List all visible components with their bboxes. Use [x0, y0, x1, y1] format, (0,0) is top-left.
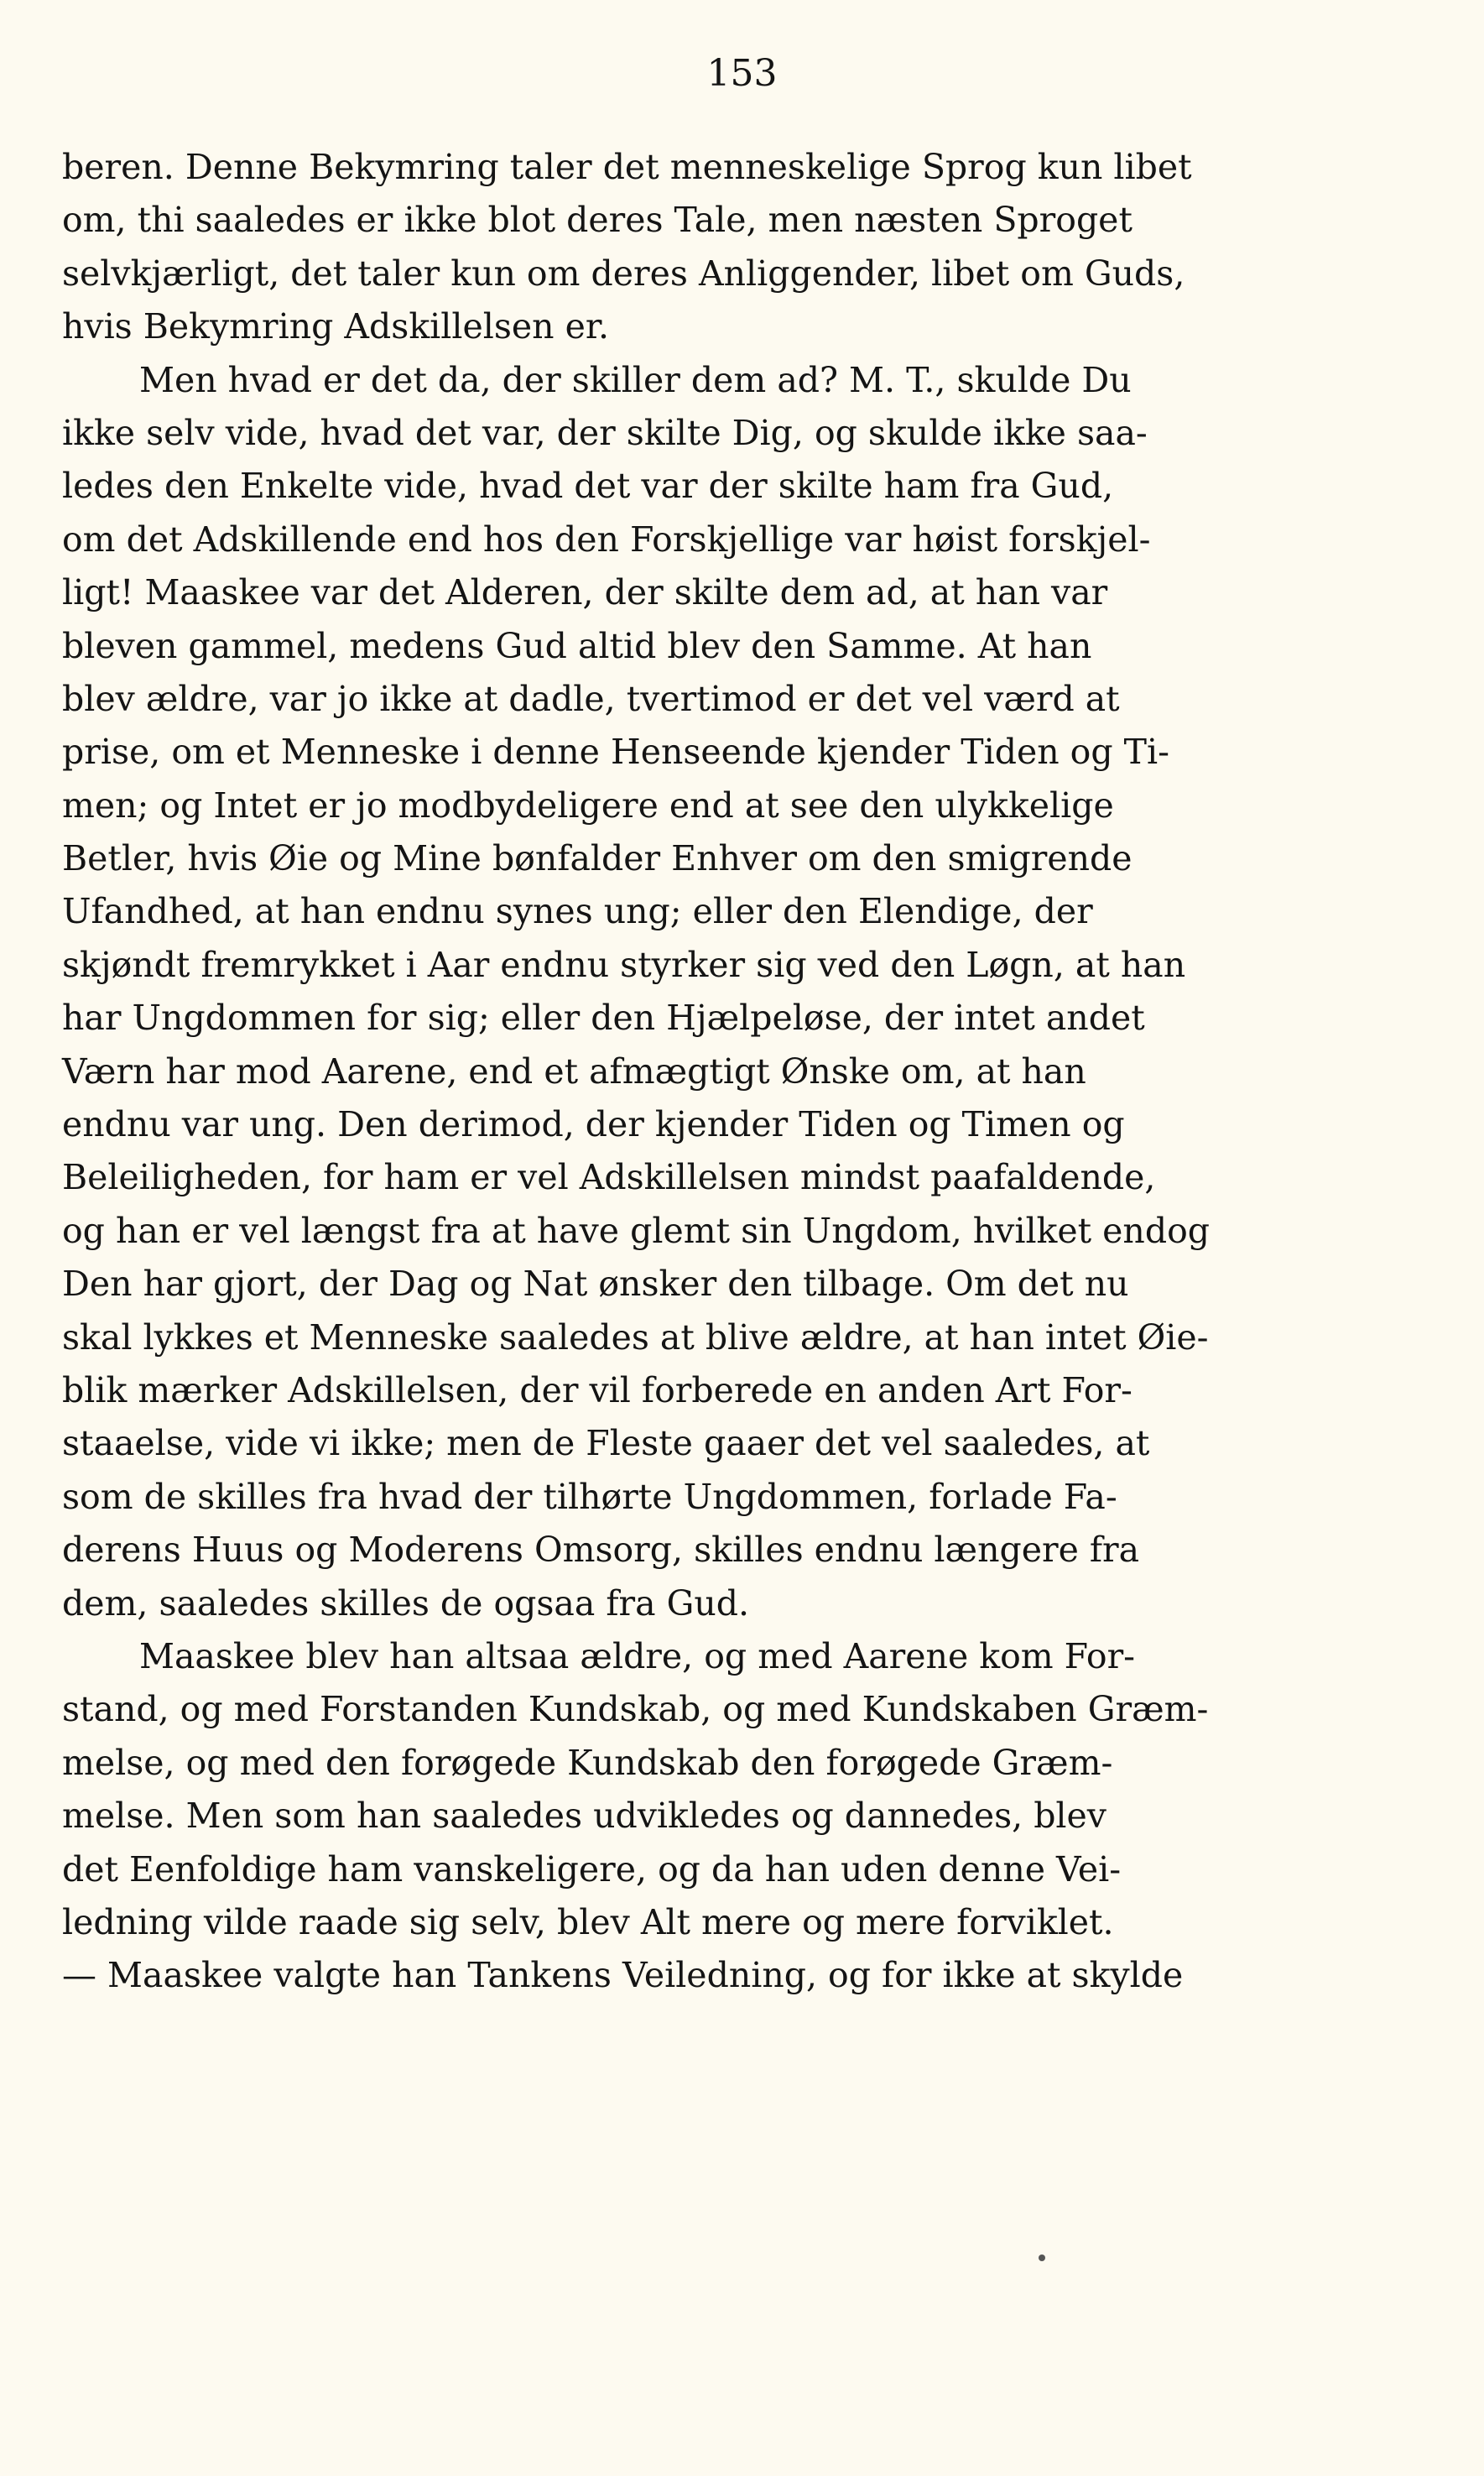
- text-line: skal lykkes et Menneske saaledes at blive ældre, at han intet Øie-: [62, 1316, 1209, 1358]
- text-line: om det Adskillende end hos den Forskjellige var høist forskjel-: [62, 519, 1151, 560]
- body-text: [62, 141, 1220, 2003]
- text-line: bleven gammel, medens Gud altid blev den Samme. At han: [62, 625, 1092, 666]
- text-line: Værn har mod Aarene, end et afmægtigt Ønske om, at han: [62, 1050, 1086, 1092]
- text-line: skjøndt fremrykket i Aar endnu styrker sig ved den Løgn, at han: [62, 944, 1186, 985]
- text-line: stand, og med Forstanden Kundskab, og med Kundskaben Græm-: [62, 1689, 1209, 1730]
- text-line: derens Huus og Moderens Omsorg, skilles endnu længere fra: [62, 1530, 1140, 1571]
- paragraph-1: [62, 141, 1220, 354]
- text-line: dem, saaledes skilles de ogsaa fra Gud.: [62, 1582, 750, 1624]
- text-line: om, thi saaledes er ikke blot deres Tale, men næsten Sproget: [62, 200, 1133, 241]
- text-line: ledning vilde raade sig selv, blev Alt mere og mere forviklet.: [62, 1901, 1114, 1942]
- text-line: — Maaskee valgte han Tankens Veiledning, og for ikke at skylde: [62, 1955, 1184, 1996]
- text-line: blik mærker Adskillelsen, der vil forberede en anden Art For-: [62, 1369, 1133, 1410]
- text-line: Men hvad er det da, der skiller dem ad? M. T., skulde Du: [139, 359, 1132, 400]
- text-line: ledes den Enkelte vide, hvad det var der skilte ham fra Gud,: [62, 466, 1114, 507]
- text-line: Ufandhed, at han endnu synes ung; eller den Elendige, der: [62, 891, 1093, 932]
- text-line: beren. Denne Bekymring taler det menneskelige Sprog kun libet: [62, 147, 1192, 187]
- text-line: men; og Intet er jo modbydeligere end at see den ulykkelige: [62, 785, 1114, 826]
- text-line: Den har gjort, der Dag og Nat ønsker den tilbage. Om det nu: [62, 1264, 1129, 1305]
- page-number: 153: [706, 52, 778, 95]
- text-line: ligt! Maaskee var det Alderen, der skilte dem ad, at han var: [62, 572, 1108, 613]
- text-line: ikke selv vide, hvad det var, der skilte Dig, og skulde ikke saa-: [62, 412, 1148, 453]
- text-line: som de skilles fra hvad der tilhørte Ungdommen, forlade Fa-: [62, 1476, 1117, 1517]
- text-line: prise, om et Menneske i denne Henseende kjender Tiden og Ti-: [62, 732, 1169, 773]
- text-line: melse, og med den forøgede Kundskab den forøgede Græm-: [62, 1742, 1113, 1783]
- text-line: Beleiligheden, for ham er vel Adskillelsen mindst paafaldende,: [62, 1157, 1156, 1198]
- paragraph-2: [62, 354, 1220, 1630]
- text-line: hvis Bekymring Adskillelsen er.: [62, 306, 610, 347]
- text-line: staaelse, vide vi ikke; men de Fleste gaaer det vel saaledes, at: [62, 1423, 1150, 1464]
- text-line: melse. Men som han saaledes udvikledes og dannedes, blev: [62, 1796, 1106, 1837]
- text-line: selvkjærligt, det taler kun om deres Anliggender, libet om Guds,: [62, 253, 1185, 294]
- text-line: blev ældre, var jo ikke at dadle, tvertimod er det vel værd at: [62, 678, 1120, 719]
- text-line: og han er vel længst fra at have glemt sin Ungdom, hvilket endog: [62, 1210, 1211, 1251]
- text-line: Maaskee blev han altsaa ældre, og med Aarene kom For-: [139, 1635, 1136, 1676]
- text-line: det Eenfoldige ham vanskeligere, og da han uden denne Vei-: [62, 1848, 1122, 1890]
- text-line: Betler, hvis Øie og Mine bønfalder Enhver om den smigrende: [62, 838, 1133, 879]
- paragraph-3: [62, 1630, 1220, 2003]
- text-line: har Ungdommen for sig; eller den Hjælpeløse, der intet andet: [62, 998, 1145, 1039]
- text-line: endnu var ung. Den derimod, der kjender Tiden og Timen og: [62, 1104, 1125, 1145]
- ink-speck: [1039, 2254, 1045, 2261]
